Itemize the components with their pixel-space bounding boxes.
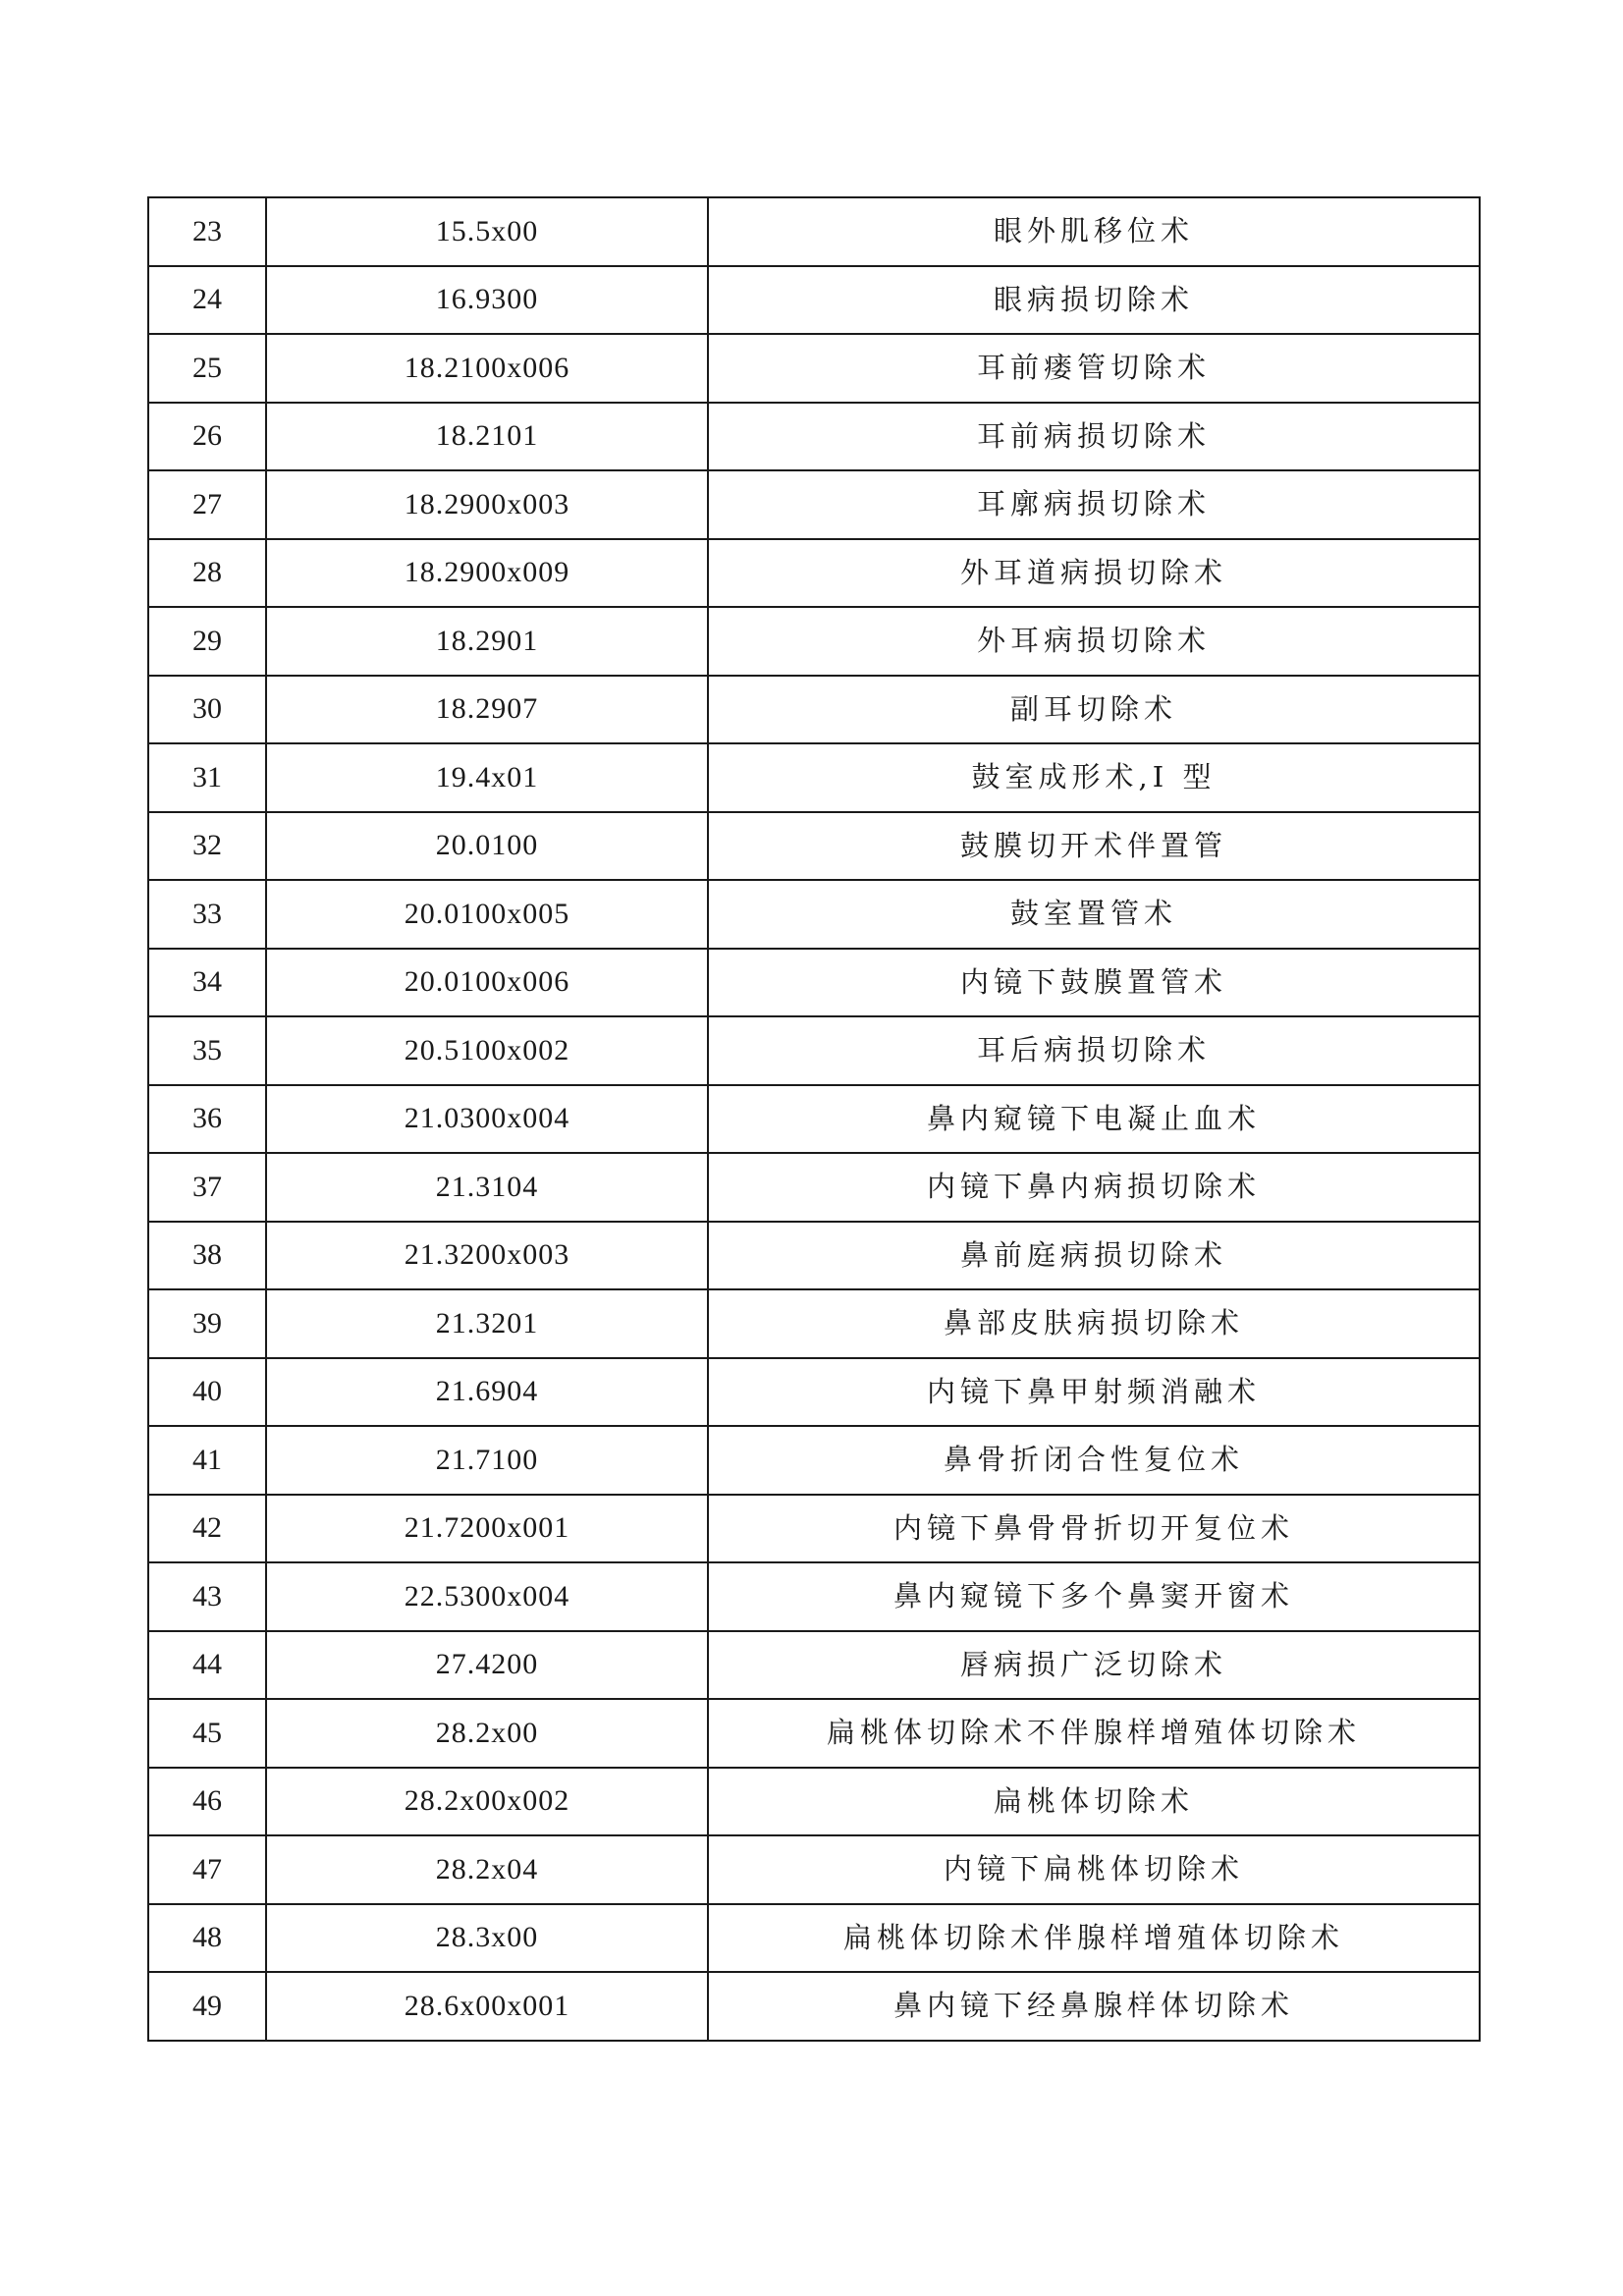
procedure-code-cell: 27.4200 bbox=[266, 1631, 708, 1700]
procedure-name-cell: 内镜下鼻内病损切除术 bbox=[708, 1153, 1480, 1222]
row-number-cell: 45 bbox=[148, 1699, 266, 1768]
table-row bbox=[148, 880, 1480, 949]
row-number-cell: 44 bbox=[148, 1631, 266, 1700]
row-number-cell: 49 bbox=[148, 1972, 266, 2041]
table-row bbox=[148, 1768, 1480, 1836]
table-row bbox=[148, 1153, 1480, 1222]
procedure-code-cell: 18.2901 bbox=[266, 607, 708, 676]
procedure-name-cell: 鼻骨折闭合性复位术 bbox=[708, 1426, 1480, 1495]
procedure-table bbox=[147, 196, 1481, 2042]
procedure-code-cell: 21.7200x001 bbox=[266, 1495, 708, 1563]
table-row bbox=[148, 1426, 1480, 1495]
row-number-cell: 28 bbox=[148, 539, 266, 608]
procedure-name-cell: 鼻内镜下经鼻腺样体切除术 bbox=[708, 1972, 1480, 2041]
procedure-name-cell: 耳后病损切除术 bbox=[708, 1016, 1480, 1085]
procedure-name-cell: 鼓室成形术,I 型 bbox=[708, 743, 1480, 812]
procedure-name-cell: 扁桃体切除术 bbox=[708, 1768, 1480, 1836]
procedure-name-cell: 内镜下鼻甲射频消融术 bbox=[708, 1358, 1480, 1427]
procedure-name-cell: 副耳切除术 bbox=[708, 676, 1480, 744]
row-number-cell: 39 bbox=[148, 1289, 266, 1358]
table-row bbox=[148, 949, 1480, 1017]
procedure-name-cell: 内镜下鼓膜置管术 bbox=[708, 949, 1480, 1017]
row-number-cell: 27 bbox=[148, 470, 266, 539]
procedure-code-cell: 15.5x00 bbox=[266, 197, 708, 266]
table-row bbox=[148, 812, 1480, 881]
procedure-table-body bbox=[148, 197, 1480, 2041]
procedure-name-cell: 耳前病损切除术 bbox=[708, 403, 1480, 471]
row-number-cell: 48 bbox=[148, 1904, 266, 1973]
procedure-name-cell: 耳前瘘管切除术 bbox=[708, 334, 1480, 403]
row-number-cell: 29 bbox=[148, 607, 266, 676]
table-row bbox=[148, 1495, 1480, 1563]
table-row bbox=[148, 1972, 1480, 2041]
row-number-cell: 41 bbox=[148, 1426, 266, 1495]
procedure-code-cell: 18.2101 bbox=[266, 403, 708, 471]
procedure-name-cell: 扁桃体切除术伴腺样增殖体切除术 bbox=[708, 1904, 1480, 1973]
procedure-name-cell: 鼓膜切开术伴置管 bbox=[708, 812, 1480, 881]
procedure-name-cell: 内镜下扁桃体切除术 bbox=[708, 1835, 1480, 1904]
procedure-name-cell: 外耳道病损切除术 bbox=[708, 539, 1480, 608]
procedure-name-cell: 鼻前庭病损切除术 bbox=[708, 1222, 1480, 1290]
row-number-cell: 36 bbox=[148, 1085, 266, 1154]
table-row bbox=[148, 334, 1480, 403]
procedure-name-cell: 眼病损切除术 bbox=[708, 266, 1480, 335]
row-number-cell: 35 bbox=[148, 1016, 266, 1085]
procedure-name-cell: 鼓室置管术 bbox=[708, 880, 1480, 949]
procedure-code-cell: 22.5300x004 bbox=[266, 1562, 708, 1631]
table-row bbox=[148, 470, 1480, 539]
row-number-cell: 46 bbox=[148, 1768, 266, 1836]
table-row bbox=[148, 539, 1480, 608]
row-number-cell: 34 bbox=[148, 949, 266, 1017]
procedure-name-cell: 鼻内窥镜下电凝止血术 bbox=[708, 1085, 1480, 1154]
row-number-cell: 37 bbox=[148, 1153, 266, 1222]
procedure-name-cell: 内镜下鼻骨骨折切开复位术 bbox=[708, 1495, 1480, 1563]
row-number-cell: 33 bbox=[148, 880, 266, 949]
table-row bbox=[148, 676, 1480, 744]
table-row bbox=[148, 1085, 1480, 1154]
table-row bbox=[148, 197, 1480, 266]
procedure-code-cell: 21.3104 bbox=[266, 1153, 708, 1222]
table-row bbox=[148, 1904, 1480, 1973]
table-row bbox=[148, 607, 1480, 676]
row-number-cell: 43 bbox=[148, 1562, 266, 1631]
row-number-cell: 40 bbox=[148, 1358, 266, 1427]
table-row bbox=[148, 1631, 1480, 1700]
row-number-cell: 25 bbox=[148, 334, 266, 403]
table-row bbox=[148, 1016, 1480, 1085]
row-number-cell: 32 bbox=[148, 812, 266, 881]
procedure-name-cell: 耳廓病损切除术 bbox=[708, 470, 1480, 539]
procedure-code-cell: 21.7100 bbox=[266, 1426, 708, 1495]
procedure-code-cell: 21.3200x003 bbox=[266, 1222, 708, 1290]
procedure-code-cell: 20.5100x002 bbox=[266, 1016, 708, 1085]
procedure-name-cell: 眼外肌移位术 bbox=[708, 197, 1480, 266]
procedure-code-cell: 20.0100x005 bbox=[266, 880, 708, 949]
procedure-name-cell: 外耳病损切除术 bbox=[708, 607, 1480, 676]
procedure-code-cell: 28.2x00x002 bbox=[266, 1768, 708, 1836]
row-number-cell: 42 bbox=[148, 1495, 266, 1563]
procedure-code-cell: 28.2x04 bbox=[266, 1835, 708, 1904]
table-row bbox=[148, 1699, 1480, 1768]
procedure-code-cell: 21.6904 bbox=[266, 1358, 708, 1427]
table-row bbox=[148, 1835, 1480, 1904]
row-number-cell: 24 bbox=[148, 266, 266, 335]
procedure-code-cell: 18.2907 bbox=[266, 676, 708, 744]
row-number-cell: 47 bbox=[148, 1835, 266, 1904]
table-row bbox=[148, 1562, 1480, 1631]
procedure-name-cell: 鼻内窥镜下多个鼻窦开窗术 bbox=[708, 1562, 1480, 1631]
procedure-code-cell: 18.2900x009 bbox=[266, 539, 708, 608]
procedure-name-cell: 鼻部皮肤病损切除术 bbox=[708, 1289, 1480, 1358]
procedure-code-cell: 20.0100 bbox=[266, 812, 708, 881]
procedure-code-cell: 28.3x00 bbox=[266, 1904, 708, 1973]
procedure-code-cell: 21.3201 bbox=[266, 1289, 708, 1358]
table-row bbox=[148, 1289, 1480, 1358]
row-number-cell: 31 bbox=[148, 743, 266, 812]
procedure-code-cell: 21.0300x004 bbox=[266, 1085, 708, 1154]
table-row bbox=[148, 266, 1480, 335]
table-row bbox=[148, 1358, 1480, 1427]
table-row bbox=[148, 403, 1480, 471]
table-row bbox=[148, 743, 1480, 812]
row-number-cell: 38 bbox=[148, 1222, 266, 1290]
procedure-code-cell: 28.6x00x001 bbox=[266, 1972, 708, 2041]
procedure-code-cell: 28.2x00 bbox=[266, 1699, 708, 1768]
procedure-code-cell: 18.2100x006 bbox=[266, 334, 708, 403]
procedure-code-cell: 20.0100x006 bbox=[266, 949, 708, 1017]
row-number-cell: 30 bbox=[148, 676, 266, 744]
table-row bbox=[148, 1222, 1480, 1290]
procedure-code-cell: 19.4x01 bbox=[266, 743, 708, 812]
procedure-code-cell: 18.2900x003 bbox=[266, 470, 708, 539]
procedure-code-cell: 16.9300 bbox=[266, 266, 708, 335]
row-number-cell: 23 bbox=[148, 197, 266, 266]
procedure-name-cell: 唇病损广泛切除术 bbox=[708, 1631, 1480, 1700]
procedure-name-cell: 扁桃体切除术不伴腺样增殖体切除术 bbox=[708, 1699, 1480, 1768]
row-number-cell: 26 bbox=[148, 403, 266, 471]
